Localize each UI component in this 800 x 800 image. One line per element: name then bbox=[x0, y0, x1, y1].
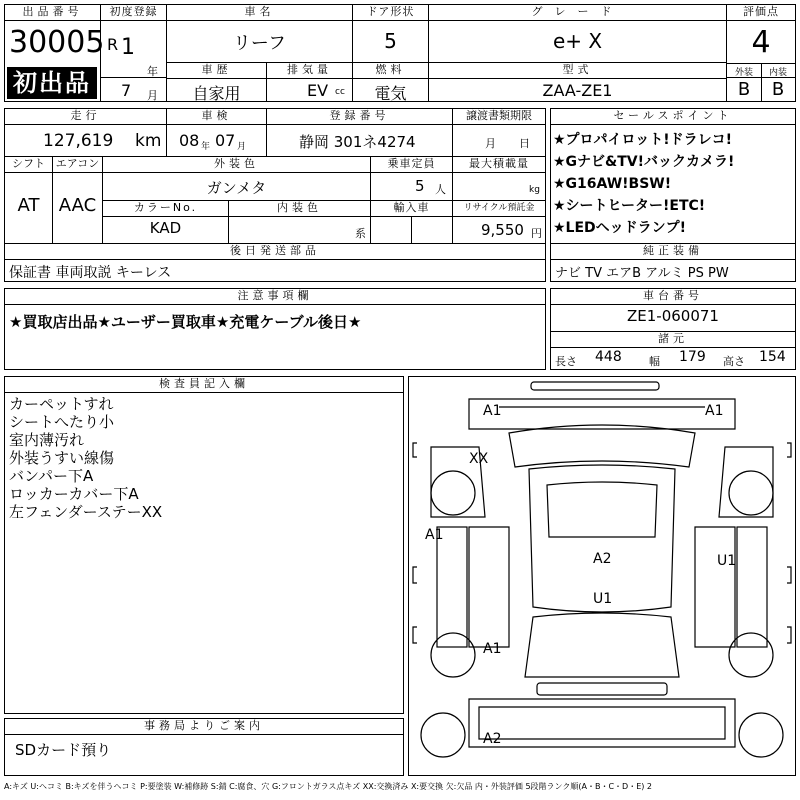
mark-front-left: A1 bbox=[483, 403, 502, 419]
transfer-cell bbox=[453, 109, 545, 157]
inspector-line: カーペットすれ bbox=[9, 395, 114, 413]
width-label: 幅 bbox=[649, 355, 660, 368]
grade-label: グレード bbox=[429, 5, 726, 21]
mileage: 127,619 bbox=[43, 131, 114, 151]
inspection-year-unit: 年 bbox=[201, 142, 211, 152]
equipment-cell bbox=[551, 243, 795, 281]
plate: 静岡 301ネ4274 bbox=[299, 133, 416, 151]
score: 4 bbox=[751, 25, 771, 60]
color-label: 外装色 bbox=[103, 157, 370, 173]
inspector-line: ロッカーカバー下A bbox=[9, 485, 139, 503]
vehicle-info-block bbox=[4, 108, 546, 282]
header-block bbox=[4, 4, 796, 102]
inspector-line: 左フェンダーステーXX bbox=[9, 503, 163, 521]
year-unit: 年 bbox=[147, 65, 158, 78]
mileage-cell bbox=[5, 109, 167, 157]
first-listing-badge: 初出品 bbox=[7, 67, 97, 99]
chassis-number: ZE1-060071 bbox=[627, 307, 719, 325]
exterior-label: 外装 bbox=[734, 68, 753, 78]
interior-color-label: 内装色 bbox=[229, 201, 370, 217]
shift: AT bbox=[17, 195, 40, 216]
shift-cell bbox=[5, 157, 53, 243]
registration-year: 1 bbox=[121, 35, 135, 60]
transfer-month-unit: 月 bbox=[485, 137, 496, 150]
registration-cell bbox=[101, 5, 167, 101]
inspection-year: 08 bbox=[179, 131, 200, 150]
inspector-label: 検査員記入欄 bbox=[5, 377, 403, 393]
later-parts: 保証書 車両取説 キーレス bbox=[9, 265, 172, 281]
capacity-label: 乗車定員 bbox=[371, 157, 452, 173]
dims-label: 諸元 bbox=[551, 332, 795, 348]
fuel-label: 燃料 bbox=[353, 63, 428, 79]
chassis-label: 車台番号 bbox=[551, 289, 795, 305]
recycle-unit: 円 bbox=[531, 227, 542, 240]
grade: e+ X bbox=[552, 29, 603, 53]
notes: ★買取店出品★ユーザー買取車★充電ケーブル後日★ bbox=[9, 313, 362, 331]
office-label: 事務局よりご案内 bbox=[5, 719, 403, 735]
car-name-cell bbox=[167, 5, 353, 63]
lot-number: 30005 bbox=[9, 25, 105, 60]
height-label: 高さ bbox=[723, 355, 745, 368]
load-unit: kg bbox=[529, 185, 540, 195]
capacity-cell bbox=[371, 157, 453, 201]
mark-left-side: A1 bbox=[425, 527, 444, 543]
colorno-label: カラーNo. bbox=[103, 201, 228, 217]
sales-point: ★シートヒーター!ETC! bbox=[553, 198, 706, 214]
recycle-label: リサイクル預託金 bbox=[453, 201, 545, 217]
recycle: 9,550 bbox=[481, 221, 524, 239]
office-note: SDカード預り bbox=[15, 741, 112, 759]
capacity: 5 bbox=[415, 177, 425, 195]
history: 自家用 bbox=[192, 84, 241, 103]
interior-grade: B bbox=[771, 79, 785, 100]
mileage-unit: km bbox=[135, 131, 162, 151]
interior-color-unit: 系 bbox=[355, 227, 366, 240]
colorno: KAD bbox=[149, 219, 182, 237]
ac-label: エアコン bbox=[53, 157, 102, 173]
mark-front-right: A1 bbox=[705, 403, 724, 419]
sales-points-label: セールスポイント bbox=[551, 109, 795, 125]
mark-cabin: U1 bbox=[593, 591, 613, 607]
interior-label: 内装 bbox=[768, 68, 787, 78]
color: ガンメタ bbox=[206, 179, 267, 197]
fuel: 電気 bbox=[374, 84, 407, 103]
plate-cell bbox=[267, 109, 453, 157]
doors-label: ドア形状 bbox=[353, 5, 428, 21]
width: 179 bbox=[679, 349, 706, 365]
import-cell bbox=[371, 201, 453, 243]
inspection-label: 車検 bbox=[167, 109, 266, 125]
plate-label: 登録番号 bbox=[267, 109, 452, 125]
car-name: リーフ bbox=[232, 33, 287, 54]
model-label: 型式 bbox=[429, 63, 726, 79]
equipment-label: 純正装備 bbox=[551, 244, 795, 260]
chassis-block bbox=[550, 288, 796, 370]
shift-label: シフト bbox=[5, 157, 52, 173]
notes-label: 注意事項欄 bbox=[5, 289, 545, 305]
transfer-label: 譲渡書類期限 bbox=[453, 109, 545, 125]
later-parts-cell bbox=[5, 243, 545, 281]
sales-point: ★Gナビ&TV!バックカメラ! bbox=[553, 154, 735, 170]
inspection-cell bbox=[167, 109, 267, 157]
color-cell bbox=[103, 157, 371, 201]
interior-color-cell bbox=[229, 201, 371, 243]
mileage-label: 走行 bbox=[5, 109, 166, 125]
grade-cell bbox=[429, 5, 727, 63]
inspector-block bbox=[4, 376, 404, 714]
length-label: 長さ bbox=[555, 355, 577, 368]
legend: A:キズ U:ヘコミ B:キズを伴うヘコミ P:要塗装 W:補修跡 S:錆 C:腐食、穴 G:フロントガラス点キズ XX:交換済み X:要交換 欠:欠品 内・外装評価 5段階ランク順(A・B・C・D・E) 2 bbox=[4, 782, 653, 791]
model: ZAA-ZE1 bbox=[542, 81, 613, 100]
month-unit: 月 bbox=[147, 89, 158, 102]
model-cell bbox=[429, 63, 727, 101]
recycle-cell bbox=[453, 201, 545, 243]
office-block bbox=[4, 718, 404, 776]
inspector-line: 外装うすい線傷 bbox=[9, 449, 115, 467]
doors-cell bbox=[353, 5, 429, 63]
length: 448 bbox=[595, 349, 622, 365]
score-label: 評価点 bbox=[727, 5, 795, 21]
lot-cell bbox=[5, 5, 105, 101]
inspection-month-unit: 月 bbox=[237, 142, 247, 152]
inspector-line: シートへたり小 bbox=[9, 413, 115, 431]
displacement: EV bbox=[307, 81, 329, 100]
ac: AAC bbox=[58, 195, 97, 216]
history-cell bbox=[167, 63, 267, 101]
exterior-grade: B bbox=[737, 79, 751, 100]
mark-rear-left: A1 bbox=[483, 641, 502, 657]
car-name-label: 車名 bbox=[167, 5, 352, 21]
doors: 5 bbox=[384, 29, 397, 53]
inspector-line: バンパー下A bbox=[9, 467, 94, 485]
mark-rear-bottom: A2 bbox=[483, 731, 502, 747]
mark-right-side: U1 bbox=[717, 553, 737, 569]
later-parts-label: 後日発送部品 bbox=[5, 244, 545, 260]
sales-points-block bbox=[550, 108, 796, 282]
registration-label: 初度登録 bbox=[101, 5, 166, 21]
transfer-day-unit: 日 bbox=[519, 137, 530, 150]
registration-month: 7 bbox=[121, 81, 132, 100]
lot-label: 出品番号 bbox=[5, 5, 100, 21]
displacement-label: 排気量 bbox=[267, 63, 352, 79]
capacity-unit: 人 bbox=[435, 183, 446, 196]
ac-cell bbox=[53, 157, 103, 243]
cc-unit: cc bbox=[335, 87, 345, 97]
height: 154 bbox=[759, 349, 786, 365]
history-label: 車歴 bbox=[167, 63, 266, 79]
car-outline bbox=[409, 377, 795, 775]
era: R bbox=[107, 35, 119, 54]
load-label: 最大積載量 bbox=[453, 157, 545, 173]
equipment: ナビ TV エアB アルミ PS PW bbox=[555, 266, 729, 281]
colorno-cell bbox=[103, 201, 229, 243]
sales-point: ★LEDヘッドランプ! bbox=[553, 220, 687, 236]
sales-point: ★G16AW!BSW! bbox=[553, 176, 672, 192]
inspector-line: 室内薄汚れ bbox=[9, 431, 85, 449]
sales-point: ★プロパイロット!ドラレコ! bbox=[553, 132, 733, 148]
displacement-cell bbox=[267, 63, 353, 101]
fuel-cell bbox=[353, 63, 429, 101]
import-label: 輸入車 bbox=[371, 201, 452, 217]
score-cell bbox=[727, 5, 795, 101]
mark-roof: A2 bbox=[593, 551, 612, 567]
inspection-month: 07 bbox=[215, 131, 236, 150]
car-diagram bbox=[408, 376, 796, 776]
mark-xx: XX bbox=[469, 451, 489, 467]
load-cell bbox=[453, 157, 545, 201]
notes-block bbox=[4, 288, 546, 370]
